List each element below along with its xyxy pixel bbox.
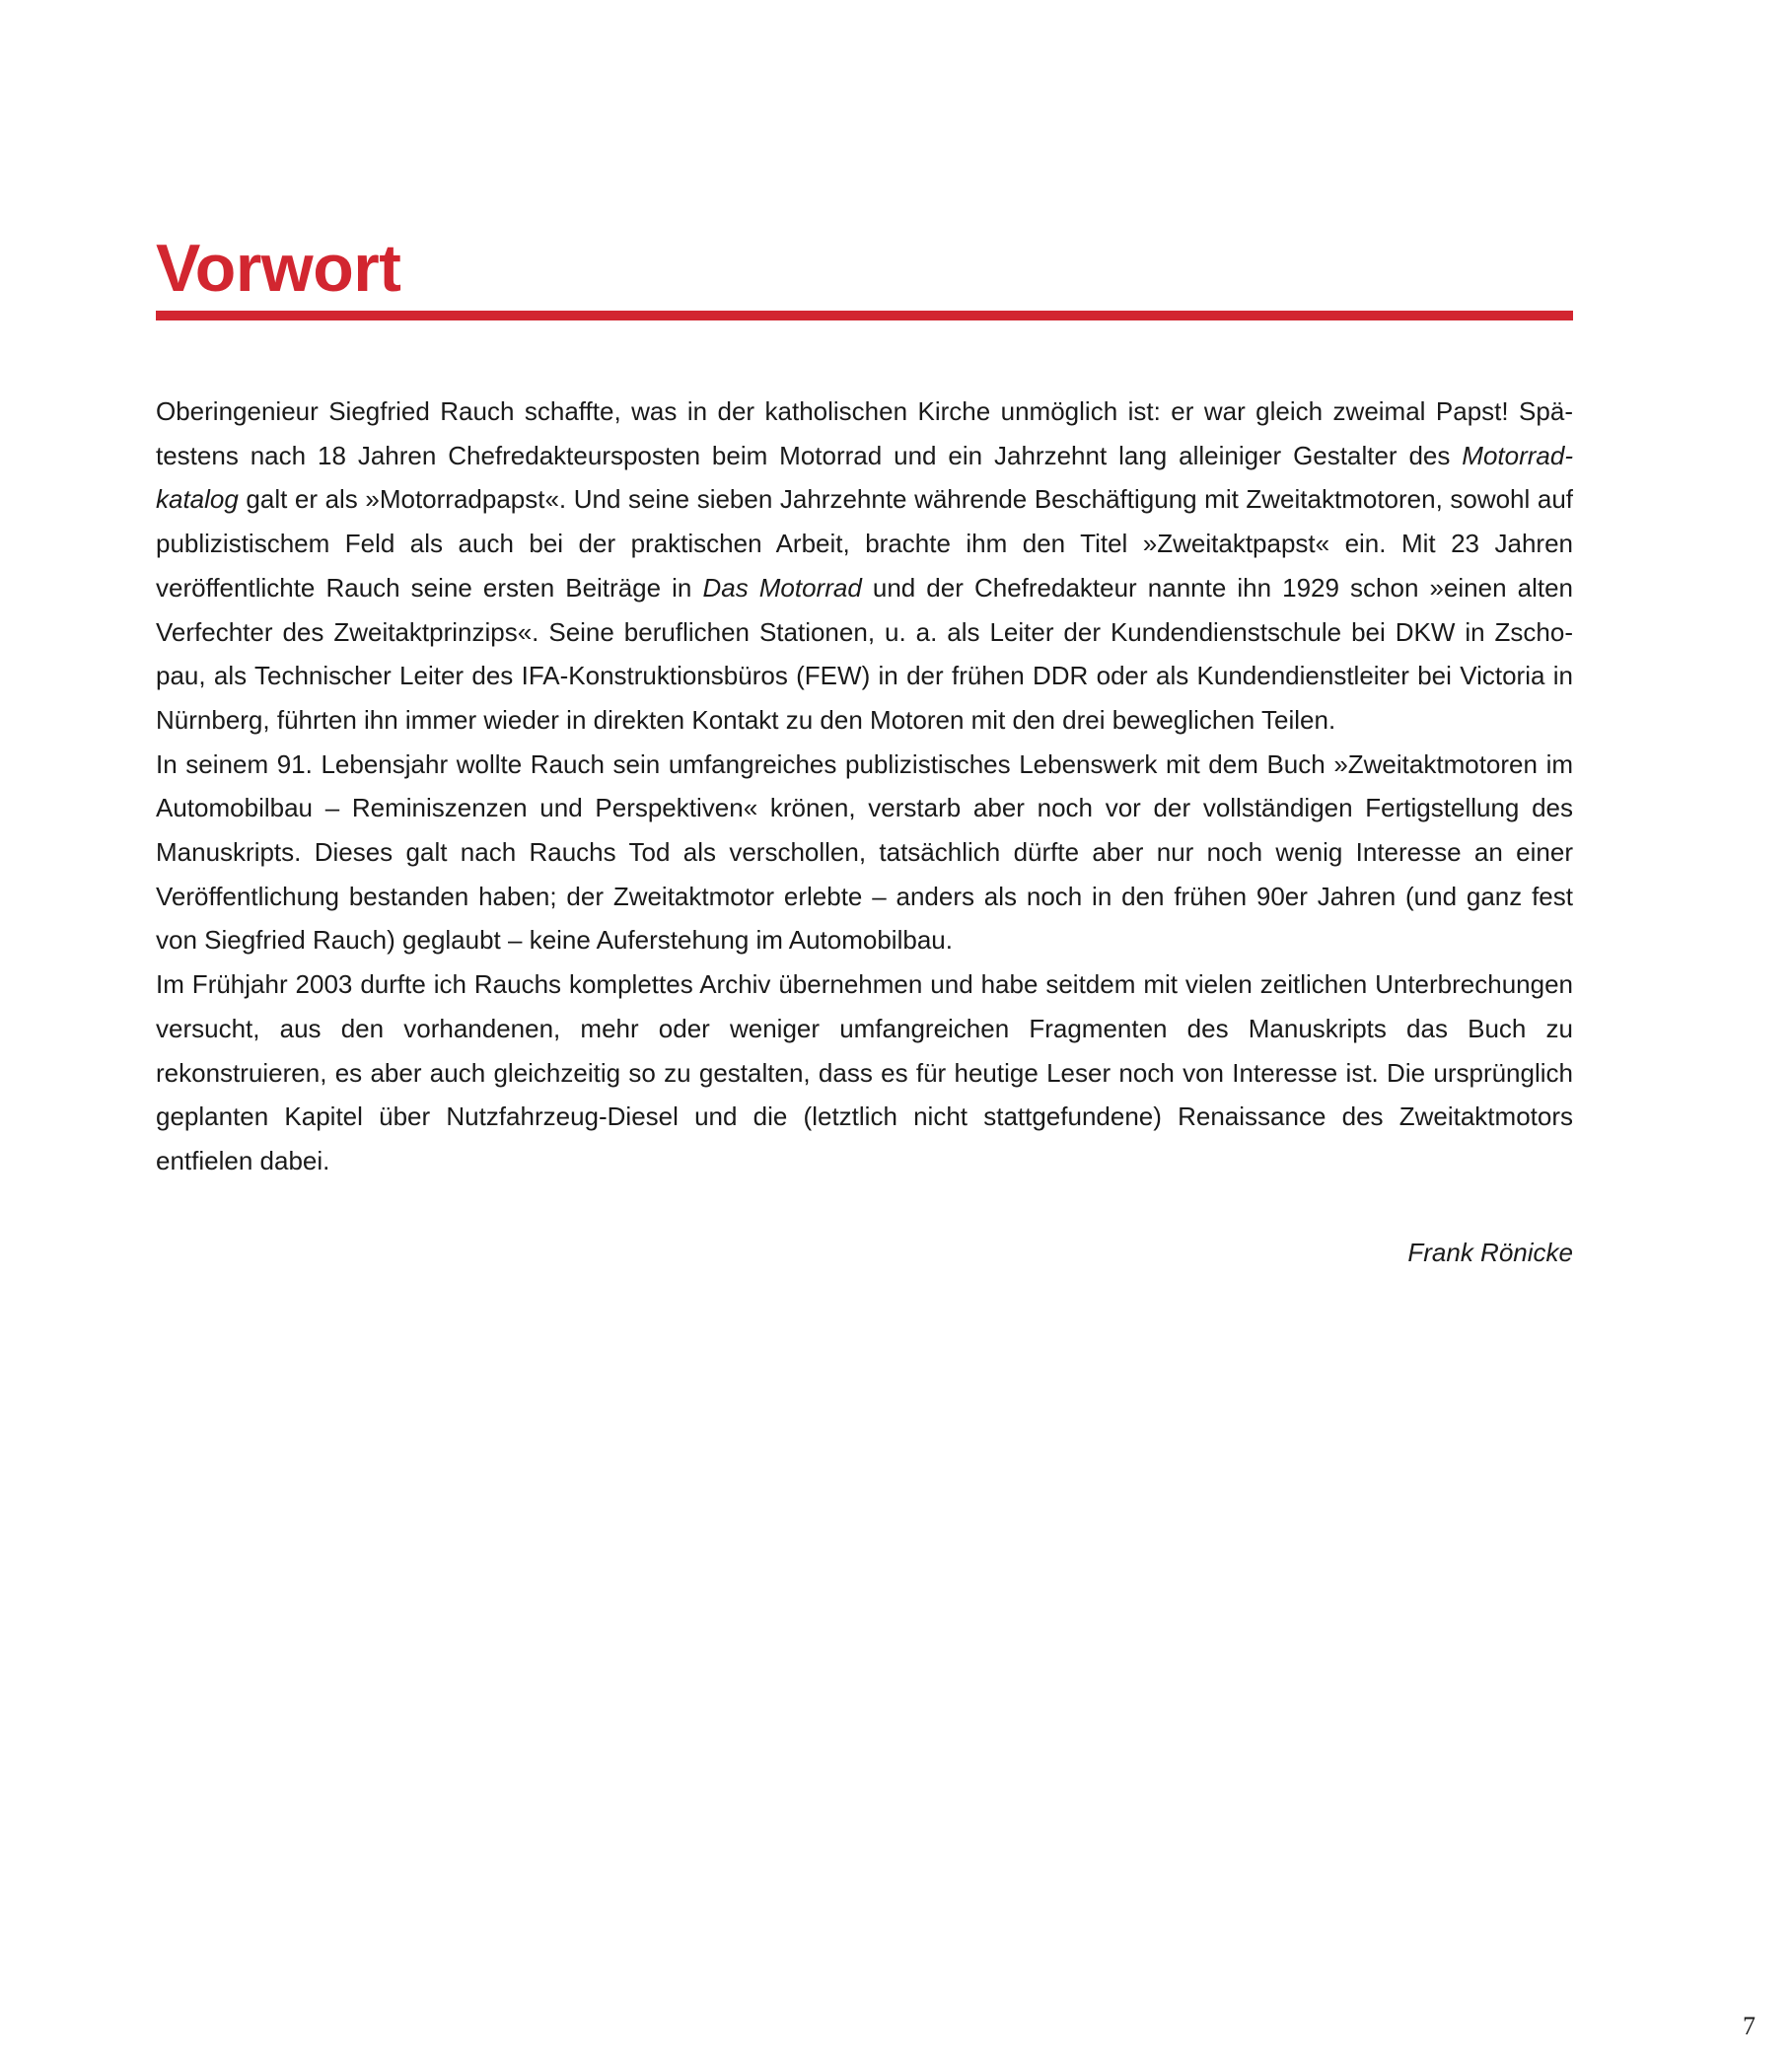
body-paragraph xyxy=(156,962,1573,1183)
text-segment: Oberingenieur Siegfried Rauch schaffte, was in der katholischen Kirche unmöglich ist: er war gleich zweimal Papst! Spätestens nach 18 Jahren Chefredakteursposten beim Motorrad und ein Jahrzehnt lang alleiniger Gestalter des xyxy=(156,396,1573,470)
heading-rule xyxy=(156,311,1573,320)
foreword-body xyxy=(156,390,1573,1183)
author-signature: Frank Rönicke xyxy=(1407,1238,1573,1267)
body-paragraph xyxy=(156,390,1573,743)
italic-title: Motorradkatalog xyxy=(156,440,1573,515)
body-paragraph xyxy=(156,743,1573,963)
page-number: 7 xyxy=(1743,2012,1756,2040)
text-segment: Im Frühjahr 2003 durfte ich Rauchs komplettes Archiv übernehmen und habe seitdem mit vielen zeitlichen Unterbrechungen versucht, aus den vorhandenen, mehr oder weniger umfangreichen Fragmenten des Manuskripts das Buch zu rekonstruieren, es aber auch gleichzeitig so zu gestalten, dass es für heutige Leser noch von Interesse ist. Die ursprünglich geplanten Kapitel über Nutzfahrzeug-Diesel und die (letztlich nicht stattgefundene) Renaissance des Zweitaktmotors entfielen dabei. xyxy=(156,969,1573,1175)
chapter-heading: Vorwort xyxy=(156,231,401,306)
italic-title: Das Motorrad xyxy=(702,572,862,603)
text-segment: In seinem 91. Lebensjahr wollte Rauch sein umfangreiches publizistisches Lebenswerk mit dem Buch »Zweitaktmotoren im Automobilbau – Reminiszenzen und Perspektiven« krönen, verstarb aber noch vor der vollständigen Fertigstellung des Manuskripts. Dieses galt nach Rauchs Tod als verschollen, tatsächlich dürfte aber nur noch wenig Interesse an einer Veröffentlichung bestanden haben; der Zweitaktmotor erlebte – anders als noch in den frühen 90er Jahren (und ganz fest von Siegfried Rauch) geglaubt – keine Auferstehung im Automobilbau. xyxy=(156,748,1573,956)
text-segment: und der Chefredakteur nannte ihn 1929 schon »einen alten Verfechter des Zweitaktprinzips«. Seine beruflichen Stationen, u. a. als Leiter der Kundendienstschule bei DKW in Zschopau, als Technischer Leiter des IFA-Konstruktionsbüros (FEW) in der frühen DDR oder als Kundendienstleiter bei Victoria in Nürnberg, führten ihn immer wieder in direkten Kontakt zu den Motoren mit den drei beweglichen Teilen. xyxy=(156,572,1573,735)
text-segment: galt er als »Motorradpapst«. Und seine sieben Jahrzehnte währende Beschäftigung mit Zweitaktmotoren, sowohl auf publizistischem Feld als auch bei der praktischen Arbeit, brachte ihm den Titel »Zweitaktpapst« ein. Mit 23 Jahren veröffentlichte Rauch seine ersten Beiträge in xyxy=(156,484,1573,603)
